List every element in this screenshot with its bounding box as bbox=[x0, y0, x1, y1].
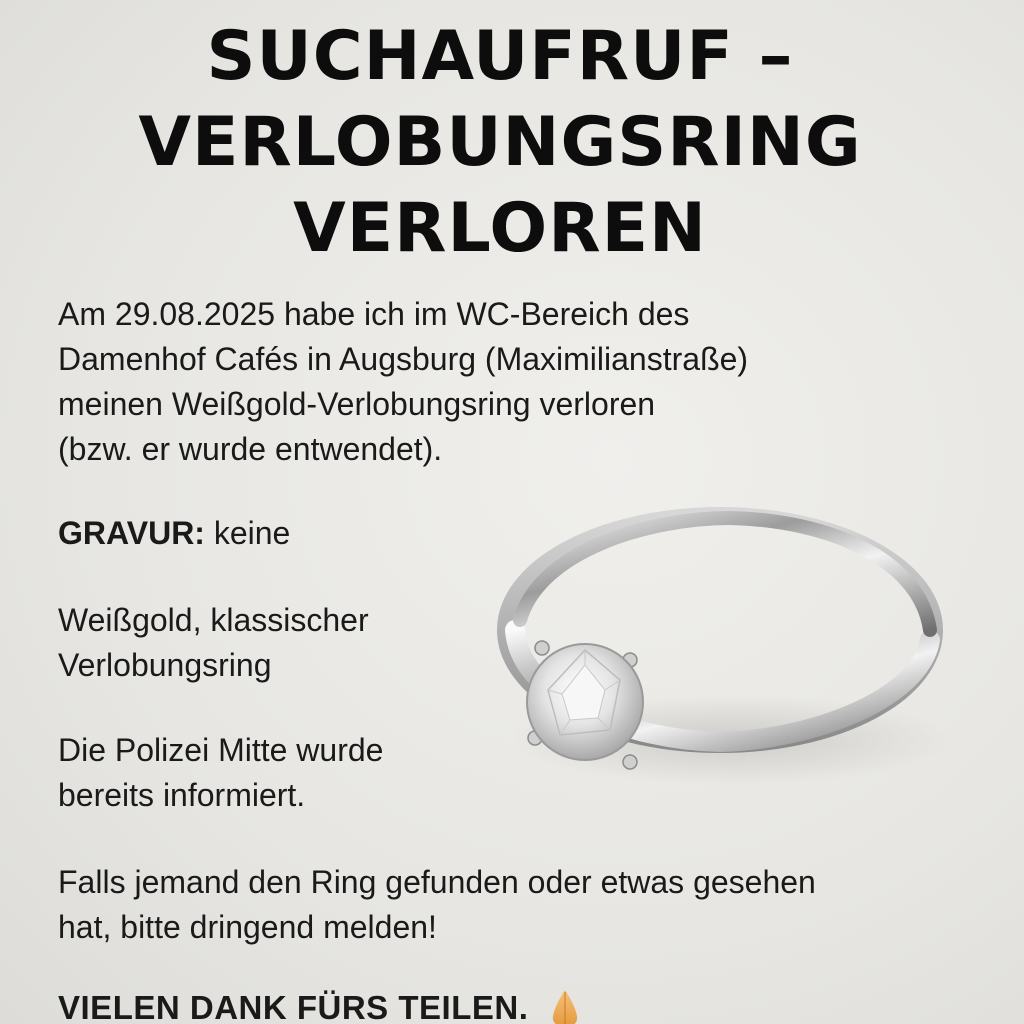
intro-line: meinen Weißgold-Verlobungsring verloren bbox=[58, 386, 656, 422]
engraving-label: GRAVUR: bbox=[58, 515, 205, 551]
intro-paragraph bbox=[58, 292, 748, 472]
title-line-2: VERLOBUNGSRING bbox=[138, 103, 862, 182]
police-info bbox=[58, 728, 383, 818]
thanks-message: VIELEN DANK FÜRS TEILEN. bbox=[58, 989, 529, 1024]
material-line: Weißgold, klassischer bbox=[58, 602, 369, 638]
police-line: Die Polizei Mitte wurde bbox=[58, 732, 384, 768]
engraving-info bbox=[58, 511, 290, 556]
material-line: Verlobungsring bbox=[58, 647, 272, 683]
police-line: bereits informiert. bbox=[58, 777, 306, 813]
title-line-1: SUCHAUFRUF – bbox=[206, 17, 794, 96]
appeal-line: hat, bitte dringend melden! bbox=[58, 909, 437, 945]
appeal-paragraph bbox=[58, 860, 816, 950]
engagement-ring-photo bbox=[480, 490, 960, 810]
intro-line: (bzw. er wurde entwendet). bbox=[58, 431, 443, 467]
intro-line: Damenhof Cafés in Augsburg (Maximilianstraße) bbox=[58, 341, 749, 377]
engraving-value: keine bbox=[204, 515, 291, 551]
material-info bbox=[58, 598, 369, 688]
intro-line: Am 29.08.2025 habe ich im WC-Bereich des bbox=[58, 296, 690, 332]
folded-hands-icon bbox=[547, 988, 583, 1024]
appeal-line: Falls jemand den Ring gefunden oder etwas gesehen bbox=[58, 864, 816, 900]
title-line-3: VERLOREN bbox=[293, 189, 707, 268]
poster-title bbox=[0, 14, 1000, 272]
